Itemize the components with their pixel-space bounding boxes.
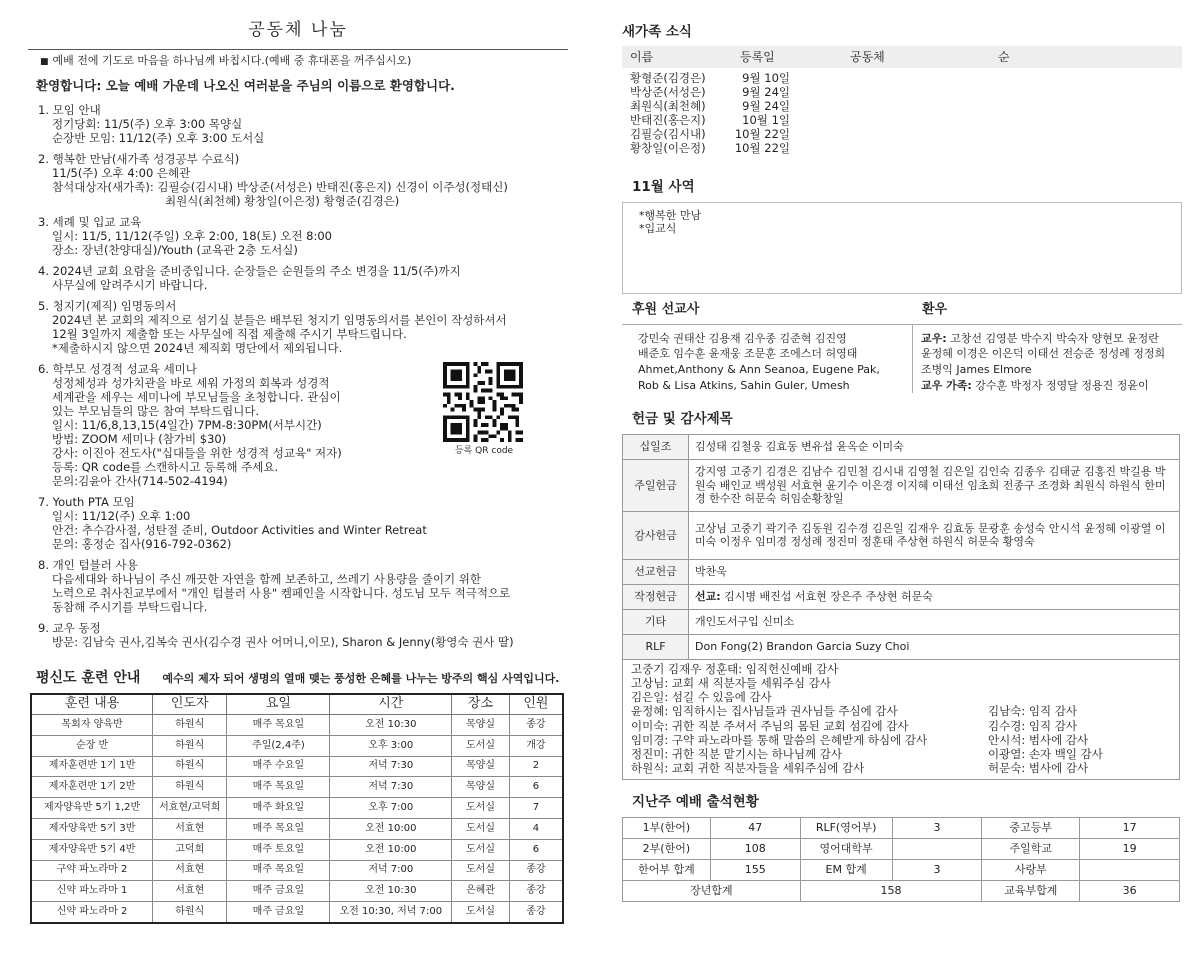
column-header: 인도자 — [153, 694, 227, 715]
registration-qr[interactable] — [443, 362, 525, 457]
missionaries-title: 후원 선교사 — [622, 302, 902, 325]
list-item: 김필승(김시내) 10월 22일 — [630, 127, 790, 142]
attendance-table — [622, 817, 1180, 902]
new-family-list — [622, 71, 1182, 155]
november-title: 11월 사역 — [632, 179, 695, 196]
table-row: 기타 개인도서구입 신미소 — [623, 609, 1180, 634]
left-column — [28, 14, 568, 924]
table-row: 1부(한어) 47 RLF(영어부) 3 중고등부 17 — [623, 817, 1180, 838]
announcement-4: 4. 2024년 교회 요람을 준비중입니다. 순장들은 순원들의 주소 변경을 11/5(주)까지 사무실에 알려주시기 바랍니다. — [38, 264, 461, 293]
table-row: RLF Don Fong(2) Brandon Garcia Suzy Choi — [623, 634, 1180, 659]
table-row: 제자양육반 5기 4반 고덕희 매주 토요일 오전 10:00 도서실 6 — [31, 839, 563, 860]
sick-title: 환우 — [902, 302, 1182, 325]
attendance-title: 지난주 예배 출석현황 — [632, 794, 759, 811]
welcome-text: 환영합니다: 오늘 예배 가운데 나오신 여러분을 주님의 이름으로 환영합니다. — [36, 77, 455, 93]
table-row: 제자양육반 5기 3반 서효현 매주 목요일 오전 10:00 도서실 4 — [31, 819, 563, 840]
announcement-8: 8. 개인 텀블러 사용 다음세대와 하나님이 주신 깨끗한 자연을 함께 보존하고, 쓰레기 사용량을 줄이기 위한 노력으로 취사친교부에서 "개인 텀블러 사용" 켐페인을 시작합니다. 성도님 모두 적극적으로 동참해 주시기를 부탁드립니다. — [38, 558, 511, 615]
table-row: 십일조 김성태 김철웅 김효동 변유섭 윤옥순 이미숙 — [623, 434, 1180, 459]
column-header: 요일 — [227, 694, 330, 715]
right-column — [622, 14, 1182, 902]
qr-code-icon — [443, 362, 523, 442]
qr-caption: 등록 QR code — [454, 446, 514, 457]
square-bullet-icon: ■ — [40, 56, 49, 67]
table-header-row — [31, 694, 563, 715]
new-family-header: 이름 등록일 공동체 순 — [622, 46, 1182, 68]
support-section — [622, 302, 1182, 393]
training-title: 평신도 훈련 안내 — [36, 669, 141, 686]
november-box: *행복한 만남 *입교식 — [622, 202, 1182, 294]
notice: ■ 예배 전에 기도로 마음을 하나님께 바칩시다.(예배 중 휴대폰을 꺼주십시오) — [40, 53, 412, 67]
table-row: 선교헌금 박찬욱 — [623, 559, 1180, 584]
table-row: 제자양육반 5기 1,2반 서효현/고덕희 매주 화요일 오후 7:00 도서실 7 — [31, 798, 563, 819]
column-header: 시간 — [330, 694, 452, 715]
missionaries: 후원 선교사 강민숙 권태산 김용재 김우종 김준혁 김진영 배준호 임수훈 윤재웅 조문훈 조에스더 허영태 Ahmet,Anthony & Ann Seanoa, Eugene Pak, Rob & Lisa Atkins, Sahin Guler, Umesh — [622, 302, 902, 393]
table-row: 순장 반 하원식 주일(2,4주) 오후 3:00 도서실 개강 — [31, 735, 563, 756]
table-row: 제자훈련반 1기 2반 하원식 매주 목요일 저녁 7:30 목양실 6 — [31, 777, 563, 798]
list-item: 황형준(김경은) 9월 10일 — [630, 71, 790, 86]
list-item: 박상준(서성은) 9월 24일 — [630, 85, 790, 100]
training-header — [36, 670, 568, 687]
sick-members: 환우 교우: 고창선 김영분 박수지 박숙자 양현모 윤정란 윤정혜 이경은 이은덕 이태선 전승준 정성례 정정희 조병익 James Elmore 교우 가족: 강수훈 박정자 정영달 정용진 정윤이 — [902, 302, 1182, 393]
announcement-1: 1. 모임 안내 정기당회: 11/5(주) 오후 3:00 목양실 순장반 모임: 11/12(주) 오후 3:00 도서실 — [38, 102, 265, 145]
training-subtitle: 예수의 제자 되어 생명의 열매 맺는 풍성한 은혜를 나누는 방주의 핵심 사역입니다. — [162, 671, 560, 685]
announcement-9: 9. 교우 동정 방문: 김남숙 권사,김복숙 권사(김수경 권사 어머니,이모), Sharon & Jenny(황영숙 권사 딸) — [38, 621, 514, 650]
column-header: 인원 — [509, 694, 563, 715]
announcement-7: 7. Youth PTA 모임 일시: 11/12(주) 오후 1:00 안건: 추수감사절, 성탄절 준비, Outdoor Activities and Winter Retreat 문의: 홍정순 집사(916-792-0362) — [38, 495, 427, 552]
column-header: 훈련 내용 — [31, 694, 153, 715]
announcement-3: 3. 세례 및 입교 교육 일시: 11/5, 11/12(주일) 오후 2:00, 18(토) 오전 8:00 장소: 장년(찬양대실)/Youth (교육관 2층 도서실) — [38, 215, 332, 258]
announcement-2: 2. 행복한 만남(새가족 성경공부 수료식) 11/5(주) 오후 4:00 은혜관 참석대상자(새가족): 김필승(김시내) 박상준(서성은) 반태진(홍은지) 신경이 이주성(정태신) 최원식(최천혜) 황창일(이은정) 황형준(김경은) — [38, 152, 508, 209]
list-item: 최원식(최천혜) 9월 24일 — [630, 99, 790, 114]
divider — [28, 49, 568, 50]
table-row: 신약 파노라마 2 하원식 매주 금요일 오전 10:30, 저녁 7:00 도서실 종강 — [31, 902, 563, 923]
announcement-5: 5. 청지기(제직) 임명동의서 2024년 본 교회의 제직으로 섬기실 분들은 배부된 청지기 임명동의서를 본인이 작성하셔서 12월 3일까지 제출함 또는 사무실에 직접 제출해 주시기 부탁드립니다. *제출하시지 않으면 2024년 제직회 명단에서 제외됩니다. — [38, 299, 507, 356]
table-row: 구약 파노라마 2 서효현 매주 목요일 저녁 7:00 도서실 종강 — [31, 860, 563, 881]
training-table — [30, 693, 564, 924]
table-row: 감사헌금 고상님 고중기 곽기주 김동원 김수경 김은일 김재우 김효동 문광훈 송성숙 안시석 윤정혜 이광열 이미숙 이정우 임미경 정성례 정진미 정훈태 주상현 하원식 허문숙 황영숙 — [623, 511, 1180, 559]
announcement-6: 6. 학부모 성경적 성교육 세미나 성정체성과 성가치관을 바로 세워 가정의 회복과 성경적 세계관을 세우는 세미나에 부모님들을 초청합니다. 관심이 있는 부모님들의 많은 참여 부탁드립니다. 일시: 11/6,8,13,15(4일간) 7PM-8:30PM(서부시간) 방법: ZOOM 세미나 (참가비 $30) 강사: 이진아 전도사("십대들을 위한 성경적 성교육" 저자) 등록: QR code를 스캔하시고 등록해 주세요. 문의:김윤아 간사(714-502-4194) 등록 QR code — [38, 362, 568, 488]
new-family-title: 새가족 소식 — [622, 24, 692, 40]
list-item: 황창일(이은정) 10월 22일 — [630, 141, 790, 156]
offering-title: 헌금 및 감사제목 — [632, 411, 733, 428]
table-row: 신약 파노라마 1 서효현 매주 금요일 오전 10:30 은혜관 종강 — [31, 881, 563, 902]
table-row: 작정헌금 선교: 김시병 배진섭 서효현 장은주 주상현 허문숙 — [623, 584, 1180, 609]
table-row: 한어부 합계 155 EM 합계 3 사랑부 — [623, 859, 1180, 880]
table-row: 2부(한어) 108 영어대학부 주일학교 19 — [623, 838, 1180, 859]
page-title: 공동체 나눔 — [248, 20, 348, 40]
list-item: 반태진(홍은지) 10월 1일 — [630, 113, 790, 128]
offering-table — [622, 434, 1180, 660]
table-row: 목회자 양육반 하원식 매주 목요일 오전 10:30 목양실 종강 — [31, 715, 563, 736]
column-header: 장소 — [452, 694, 510, 715]
thanks-list: 고중기 김재우 정훈태: 임직헌신예배 감사 고상님: 교회 새 직분자들 세워주심 감사 김은일: 섬길 수 있음에 감사 윤정혜: 임직하시는 집사님들과 권사님들 주심에 감사 이미숙: 귀한 직분 주셔서 주님의 몸된 교회 섬김에 감사 임미경: 구약 파노라마를 통해 말씀의 은혜받게 하심에 감사 정진미: 귀한 직분 맡기시는 하나님께 감사 하원식: 교회 귀한 직분자들을 세워주심에 감사 김남숙: 임직 감사 김수경: 임직 감사 안시석: 범사에 감사 이광열: 손자 백일 감사 허문숙: 범사에 감사 — [622, 660, 1180, 781]
table-row: 장년합계 158 교육부합계 36 — [623, 880, 1180, 901]
table-row: 주일헌금 강지영 고중기 김경은 김남수 김민철 김시내 김영철 김은일 김인숙 김종우 김태균 김홍진 박길용 박원숙 배인교 백성원 서효현 윤기수 이은경 이지혜 이태선 임초희 전종구 조경화 최원식 하원식 한미경 한수잔 허문숙 허임순황창일 — [623, 459, 1180, 511]
table-row: 제자훈련반 1기 1반 하원식 매주 수요일 저녁 7:30 목양실 2 — [31, 756, 563, 777]
